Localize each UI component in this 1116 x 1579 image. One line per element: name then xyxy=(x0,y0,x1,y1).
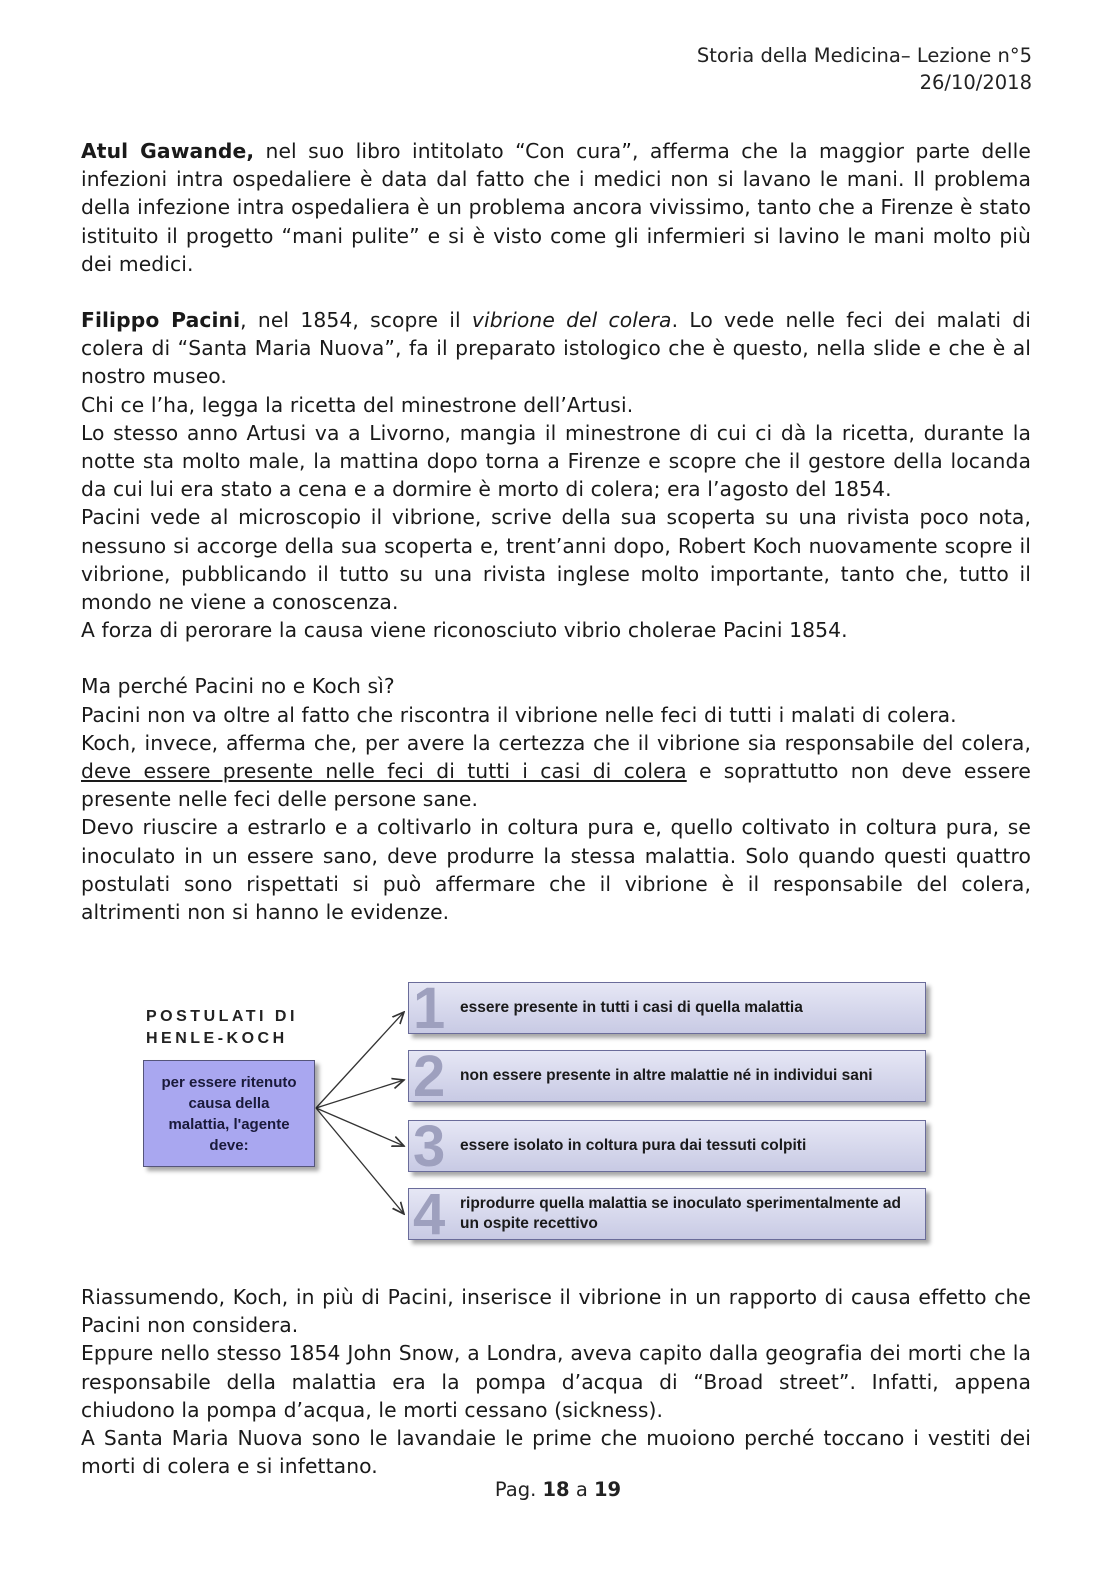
postulate-4 xyxy=(408,1182,926,1247)
name-gawande: Atul Gawande, xyxy=(81,139,255,163)
paragraph-koch-rediscovery: Pacini vede al microscopio il vibrione, scrive della sua scoperta su una rivista poco nota, nessuno si accorge della sua scoperta e, trent’anni dopo, Robert Koch nuovamente scopre il vibrione, pubblicando il tutto su una rivista inglese molto importante, tanto che, tutto il mondo ne viene a conoscenza. xyxy=(81,505,1031,615)
underlined-postulate: deve essere presente nelle feci di tutti i casi di colera xyxy=(81,759,687,784)
paragraph-postulates: Devo riuscire a estrarlo e a coltivarlo in coltura pura e, quello coltivato in coltura pura, se inoculato in un essere sano, deve produrre la stessa malattia. Solo quando questi quattro postulati sono rispettati si può affermare che il vibrione è il responsabile del colera, altrimenti non si hanno le evidenze. xyxy=(81,815,1031,925)
henle-koch-diagram xyxy=(140,978,940,1250)
arrow-3 xyxy=(316,1108,404,1146)
postulate-text: essere presente in tutti i casi di quella malattia xyxy=(460,999,803,1016)
paragraph-lavandaie: A Santa Maria Nuova sono le lavandaie le prime che muoiono perché toccano i vestiti dei morti di colera e si infettano. xyxy=(81,1426,1031,1479)
name-pacini: Filippo Pacini xyxy=(81,308,241,333)
lesson-date: 26/10/2018 xyxy=(919,71,1032,94)
postulate-text: riprodurre quella malattia se inoculato sperimentalmente ad un ospite recettivo xyxy=(460,1195,902,1232)
postulate-number: 4 xyxy=(413,1182,446,1247)
diagram-title: POSTULATI DI HENLE-KOCH xyxy=(146,1008,298,1047)
page-total: 19 xyxy=(593,1478,622,1501)
paragraph-summary: Riassumendo, Koch, in più di Pacini, inserisce il vibrione in un rapporto di causa effetto che Pacini non considera. xyxy=(81,1285,1031,1338)
postulate-3 xyxy=(408,1114,926,1179)
paragraph-snow: Eppure nello stesso 1854 John Snow, a Londra, aveva capito dalla geografia dei morti che la responsabile della malattia era la pompa d’acqua di “Broad street”. Infatti, appena chiudono la pompa d’acqua, le morti cessano (sickness). xyxy=(81,1341,1031,1422)
paragraph-pacini-limit: Pacini non va oltre al fatto che riscontra il vibrione nelle feci di tutti i malati di colera. xyxy=(81,702,957,727)
agent-box: per essere ritenuto causa della malattia, l'agente deve: xyxy=(143,1060,315,1167)
page-number: 18 xyxy=(542,1478,570,1501)
postulate-number: 1 xyxy=(413,976,446,1041)
paragraph-koch-claim: Koch, invece, afferma che, per avere la certezza che il vibrione sia responsabile del colera, deve essere presente nelle feci di tutti i casi di colera e soprattutto non deve essere presente nelle feci delle persone sane. xyxy=(81,730,1031,812)
paragraph-pacini: Filippo Pacini, nel 1854, scopre il vibrione del colera. Lo vede nelle feci dei malati di colera di “Santa Maria Nuova”, fa il preparato istologico che è questo, nella slide e che è al nostro museo. xyxy=(81,308,1031,389)
page-header xyxy=(697,42,1032,96)
postulate-text: non essere presente in altre malattie né in individui sani xyxy=(460,1067,873,1084)
paragraph-artusi-recipe: Chi ce l’ha, legga la ricetta del minestrone dell’Artusi. xyxy=(81,392,634,417)
paragraph-question: Ma perché Pacini no e Koch sì? xyxy=(81,674,395,699)
page-footer: Pag. 18 a 19 xyxy=(494,1478,622,1501)
postulate-number: 2 xyxy=(413,1044,446,1109)
document-body-continued xyxy=(81,1283,1031,1480)
paragraph-artusi-livorno: Lo stesso anno Artusi va a Livorno, mangia il minestrone di cui ci dà la ricetta, durante la notte sta molto male, la mattina dopo torna a Firenze e scopre che il gestore della locanda da cui lui era stato a cena e a dormire è morto di colera; era l’agosto del 1854. xyxy=(81,420,1031,502)
document-body xyxy=(81,137,1031,926)
paragraph-gawande: Atul Gawande, nel suo libro intitolato “Con cura”, afferma che la maggior parte delle infezioni intra ospedaliere è data dal fatto che i medici non si lavano le mani. Il problema della infezione intra ospedaliera è un problema ancora vivissimo, tanto che a Firenze è stato istituito il progetto “mani pulite” e si è visto come gli infermieri si lavino le mani molto più dei medici. xyxy=(81,139,1031,276)
arrow-4 xyxy=(316,1108,404,1214)
course-title: Storia della Medicina– Lezione n°5 xyxy=(696,44,1032,67)
postulate-1 xyxy=(408,976,926,1041)
postulate-text: essere isolato in coltura pura dai tessuti colpiti xyxy=(460,1137,807,1154)
paragraph-recognition: A forza di perorare la causa viene riconosciuto vibrio cholerae Pacini 1854. xyxy=(81,618,848,643)
postulate-number: 3 xyxy=(413,1114,446,1179)
postulate-2 xyxy=(408,1044,926,1109)
vibrione-term: vibrione del colera xyxy=(471,308,672,333)
